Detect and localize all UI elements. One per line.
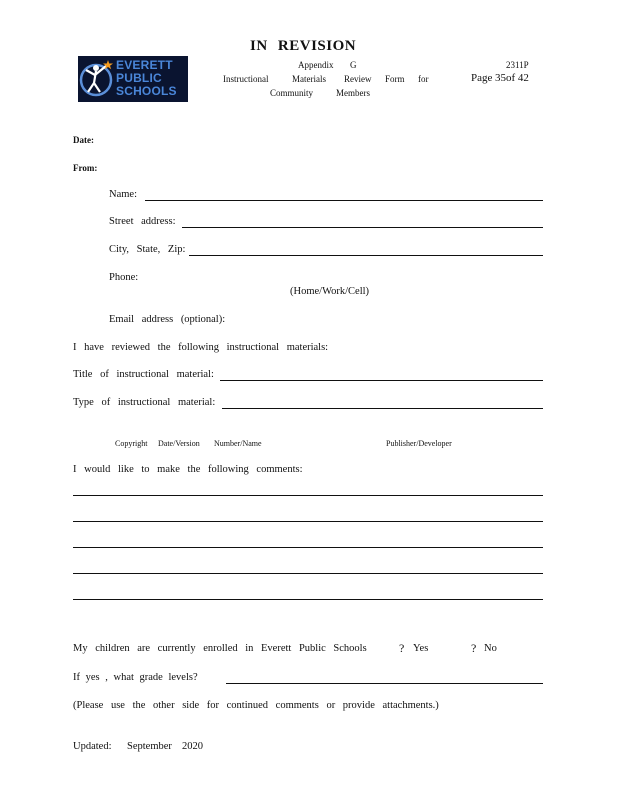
email-label: Email address (optional):: [109, 314, 226, 325]
date-label: Date:: [73, 135, 94, 145]
caption-date-version: Date/Version: [158, 439, 200, 448]
updated-label: Updated:: [73, 741, 112, 752]
city-state-zip-label: City, State, Zip:: [109, 244, 186, 255]
updated-month: September: [127, 741, 172, 752]
grade-levels-field-line[interactable]: [226, 683, 543, 684]
form-name-word: Members: [336, 88, 370, 98]
phone-hint: (Home/Work/Cell): [290, 286, 370, 297]
comment-line[interactable]: [73, 495, 543, 496]
policy-number: 2311P: [506, 60, 529, 70]
title-label: Title of instructional material:: [73, 369, 214, 380]
logo-figure-icon: [78, 56, 118, 102]
comment-line[interactable]: [73, 599, 543, 600]
district-logo: [78, 56, 188, 102]
type-field-line[interactable]: [222, 408, 543, 409]
caption-publisher: Publisher/Developer: [386, 439, 452, 448]
no-label: No: [484, 643, 497, 654]
title-field-line[interactable]: [220, 380, 543, 381]
form-name-word: for: [418, 74, 429, 84]
yes-checkbox[interactable]: ?: [399, 641, 405, 655]
phone-label: Phone:: [109, 272, 139, 283]
page-number: 35of 42: [495, 72, 529, 84]
page-label: Page: [471, 72, 493, 84]
name-field-line[interactable]: [145, 200, 543, 201]
no-checkbox[interactable]: ?: [471, 641, 477, 655]
caption-copyright: Copyright: [115, 439, 148, 448]
form-name-word: Community: [270, 88, 314, 98]
comment-line[interactable]: [73, 547, 543, 548]
comments-label: I would like to make the following comments:: [73, 464, 303, 475]
street-label: Street address:: [109, 216, 176, 227]
revision-title: IN REVISION: [250, 38, 357, 54]
caption-number-name: Number/Name: [214, 439, 262, 448]
form-name-word: Instructional: [223, 74, 269, 84]
appendix-label: Appendix: [298, 60, 334, 70]
form-name-word: Materials: [292, 74, 326, 84]
city-field-line[interactable]: [189, 255, 543, 256]
comment-line[interactable]: [73, 521, 543, 522]
grade-levels-label: If yes , what grade levels?: [73, 672, 198, 683]
enrollment-question: My children are currently enrolled in Everett Public Schools: [73, 643, 367, 654]
type-label: Type of instructional material:: [73, 397, 216, 408]
logo-wordmark: EVERETT PUBLIC SCHOOLS: [116, 58, 177, 98]
attachments-note: (Please use the other side for continued comments or provide attachments.): [73, 700, 439, 711]
street-field-line[interactable]: [182, 227, 543, 228]
from-label: From:: [73, 163, 98, 173]
comment-line[interactable]: [73, 573, 543, 574]
form-name-word: Form: [385, 74, 405, 84]
appendix-letter: G: [350, 60, 357, 70]
reviewed-statement: I have reviewed the following instructional materials:: [73, 342, 329, 353]
name-label: Name:: [109, 189, 137, 200]
yes-label: Yes: [413, 643, 429, 654]
updated-year: 2020: [182, 741, 203, 752]
form-name-word: Review: [344, 74, 372, 84]
